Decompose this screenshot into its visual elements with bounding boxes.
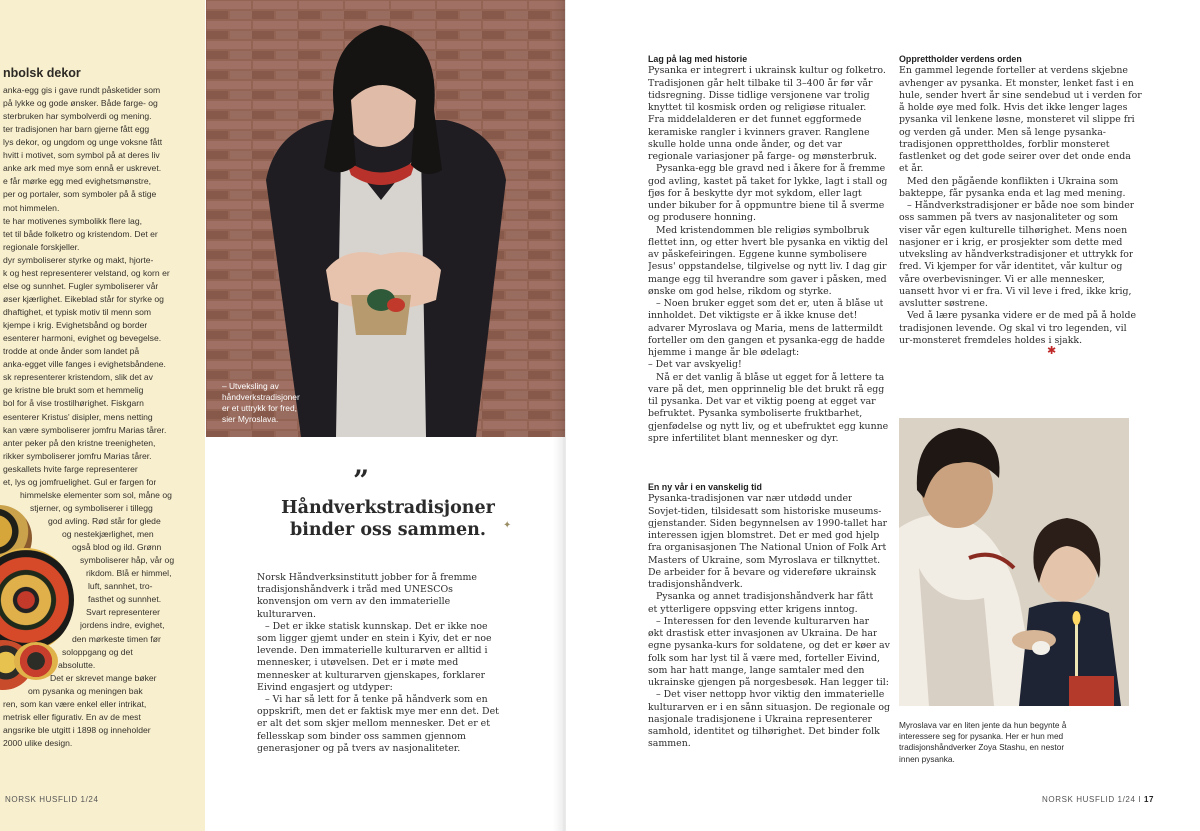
text-line: generasjoner og på tvers av nasjonaliteter. [257, 743, 461, 754]
text-line: tradisjonshåndverk. [648, 579, 743, 590]
caption-line: sier Myroslava. [222, 414, 279, 424]
text-line: god avling. Rød står for glede [48, 516, 161, 526]
text-line: økt drastisk etter invasjonen av Ukraina. De har [648, 628, 878, 639]
text-line: – Det viser nettopp hvor viktig den immaterielle [656, 689, 885, 700]
text-line: Nå er det vanlig å blåse ut egget for å lettere ta [656, 372, 885, 383]
text-line: samhold, identitet og tilhørighet. Det binder folk [648, 726, 880, 737]
text-line: til pysanka. Det var et viktig poeng at egget var [648, 396, 876, 407]
section-heading: Opprettholder verdens orden [899, 54, 1022, 64]
text-line: sk representerer kristendom, slik det av [3, 372, 153, 382]
text-line: og nestekjærlighet, men [62, 529, 154, 539]
text-line: Masters of Ukraine, som Myroslava er tilknyttet. [648, 555, 881, 566]
text-line: fasthet og sunnhet. [88, 594, 162, 604]
text-line: En gammel legende forteller at verdens skjebne [899, 65, 1128, 76]
text-line: gjenstander. Siden begynnelsen av 1990-tallet har [648, 518, 888, 529]
text-line: metrisk eller figurativ. En av de mest [3, 712, 141, 722]
text-line: et ytterligere oppsving etter krigens inntog. [648, 604, 858, 615]
text-line: ren, som kan være enkel eller intrikat, [3, 699, 147, 709]
text-line: ter tradisjonen har barn gjerne fått egg [3, 124, 150, 134]
text-line: ge kristne ble brukt som et hemmelig [3, 385, 144, 395]
text-line: konvensjon om vern av den immaterielle [257, 596, 451, 607]
text-line: else og sunnhet. Fugler symboliserer vår [3, 281, 159, 291]
text-line: dyr symboliserer styrke og makt, hjorte- [3, 255, 154, 265]
section-heading: Lag på lag med historie [648, 54, 748, 64]
text-line: befruktet. Pysanka symboliserte fruktbarhet, [648, 408, 863, 419]
text-line: bol for å vise trostilhørighet. Fiskgarn [3, 398, 144, 408]
footer-publication: NORSK HUSFLID 1/24 [1042, 795, 1136, 804]
sidebar-heading: nbolsk dekor [3, 66, 81, 80]
section-heading: En ny vår i en vanskelig tid [648, 482, 762, 492]
text-line: oss sammen på tvers av nasjonaliteter og som [899, 212, 1118, 223]
text-line: mange egg til hverandre som gaver i påsken, med [648, 274, 887, 285]
text-line: Jesus' oppstandelse, tilgivelse og nytt liv. I dag gir [648, 261, 887, 272]
text-line: forteller om den gangen et pysanka-egg de hadde [648, 335, 885, 346]
text-line: Det er skrevet mange bøker [50, 673, 157, 683]
text-line: anka-egg gis i gave rundt påsketider som [3, 85, 161, 95]
text-line: anter peker på den kristne treenigheten, [3, 438, 156, 448]
text-line: esenterer Kristus' disipler, mens netting [3, 412, 153, 422]
text-line: jordens indre, evighet, [80, 620, 165, 630]
text-line: mennesker at kulturarven gjenskapes, forklarer [257, 670, 486, 681]
decorative-leaf-icon: ✦ [503, 520, 512, 531]
right-page [566, 0, 1200, 831]
text-line: avslutter søstrene. [899, 298, 988, 309]
text-line: per og portaler, som symboler på å stige [3, 189, 157, 199]
caption-line: – Utveksling av [222, 381, 279, 391]
text-line: nasjonale tradisjonene i Ukraina representerer [648, 714, 873, 725]
photo-caption-main [222, 381, 334, 425]
text-line: 2000 ulike design. [3, 738, 73, 748]
text-line: bakteppe, får pysanka enda et lag med mening. [899, 188, 1126, 199]
text-line: fjøs for å beskytte dyr mot sykdom, eller lagt [648, 188, 862, 199]
text-line: nasjoner er i krig, er prosjekter som dette med [899, 237, 1123, 248]
photo-illustration [899, 418, 1129, 706]
text-line: soloppgang og det [62, 647, 133, 657]
text-line: tradisjonen levende. Og skal vi tro legenden, vil [899, 323, 1127, 334]
pysanka-egg-illustration [0, 548, 74, 652]
text-line: ur-monsteret fremdeles holdes i sjakk. [899, 335, 1083, 346]
text-line: kulturarven er i en sånn situasjon. De regionale og [648, 702, 891, 713]
text-line: sammen. [648, 738, 691, 749]
text-line: mot himmelen. [3, 203, 60, 213]
text-line: keramiske rangler i kvinners graver. Ranglene [648, 127, 870, 138]
text-line: trodde at onde ånder som landet på [3, 346, 140, 356]
text-line: Ved å lære pysanka videre er de med på å holde [907, 310, 1136, 321]
text-line: oppskrift, men det er faktisk mye mer enn det. Det [257, 706, 499, 717]
text-line: himmelske elementer som sol, måne og [20, 490, 172, 500]
text-line: luft, sannhet, tro- [88, 581, 153, 591]
text-line: også blod og ild. Grønn [72, 542, 162, 552]
text-line: skulle holde unna onde ånder, og det var [648, 139, 843, 150]
sidebar-symbolic-decor [0, 0, 205, 831]
text-line: – Interessen for den levende kulturarven har [656, 616, 870, 627]
text-line: hjemme i mange år ble ødelagt: [648, 347, 800, 358]
text-line: er alt det som skjer mellom mennesker. Det er et [257, 718, 490, 729]
footer-separator: I [1138, 795, 1142, 804]
text-line: Pysanka er integrert i ukrainsk kultur og folketro. [648, 65, 886, 76]
text-line: kan være symboliserer jomfru Marias tårer. [3, 425, 167, 435]
caption-line: Myroslava var en liten jente da hun begynte å [899, 720, 1067, 730]
photo-myroslava [206, 0, 565, 437]
left-page [0, 0, 566, 831]
text-line: advarer Myroslava og Maria, mens de lattermildt [648, 323, 883, 334]
text-line: Med den pågående konflikten i Ukraina som [907, 176, 1119, 187]
text-line: gjenfødelse og nytt liv, og et ubefruktet egg kunne [648, 421, 889, 432]
text-line: som ligger gjemt under en stein i Kyiv, det er noe [257, 633, 492, 644]
text-line: under bikuber for å oppmuntre biene til å sverme [648, 200, 885, 211]
text-line: kulturarven. [257, 609, 316, 620]
text-line: anke ark med mye som ennå er uskrevet. [3, 163, 162, 173]
text-line: tradisjonen opprettholdes, forblir monsteret [899, 139, 1110, 150]
text-line: – Håndverkstradisjoner er både noe som binder [907, 200, 1135, 211]
text-line: knyttet til kosmisk orden og religiøse ritualer. [648, 102, 867, 113]
text-line: k og hest representerer velstand, og korn er [3, 268, 170, 278]
caption-line: er et uttrykk for fred, [222, 403, 297, 413]
text-line: flettet inn, og etter hvert ble pysanka en viktig del [648, 237, 888, 248]
end-of-article-icon: ✱ [1047, 344, 1057, 357]
caption-line: innen pysanka. [899, 753, 955, 764]
text-line: mennesker, i utøvelsen. Det er i møte med [257, 657, 459, 668]
text-line: rikdom. Blå er himmel, [86, 568, 172, 578]
text-line: tet til både folketro og kristendom. Det er [3, 229, 158, 239]
text-line: et år. [899, 163, 924, 174]
text-line: – Det er ikke statisk kunnskap. Det er ikke noe [265, 621, 488, 632]
text-line: symboliserer håp, vår og [80, 555, 175, 565]
text-line: fra organisasjonen The National Union of Folk Art [648, 542, 887, 553]
text-line: fastlenket og det gode seirer over det onde enda [899, 151, 1131, 162]
text-line: ønske om god helse, rikdom og styrke. [648, 286, 832, 297]
text-line: De arbeider for å bevare og videreføre ukrainsk [648, 567, 877, 578]
text-line: kjempe i krig. Evighetsbånd og border [3, 320, 148, 330]
photo-illustration [206, 0, 565, 437]
text-line: Tradisjonen går helt tilbake til 3–400 år før vår [648, 78, 873, 89]
text-line: Med kristendommen ble religiøs symbolbruk [656, 225, 870, 236]
text-line: esenterer harmoni, evighet og bevegelse. [3, 333, 162, 343]
text-line: god avling, kastet på taket for lykke, lagt i stall og [648, 176, 888, 187]
text-line: rikker symboliserer jomfru Marias tårer. [3, 451, 152, 461]
text-line: regionale forskjeller. [3, 242, 80, 252]
caption-line: interessere seg for pysanka. Her er hun med [899, 731, 1064, 742]
pull-quote: Håndverkstradisjoner binder oss sammen. [281, 498, 495, 540]
page-footer-left: NORSK HUSFLID 1/24 [5, 795, 99, 804]
text-line: og verden gå under. Men så lenge pysanka- [899, 127, 1106, 138]
text-line: geskallets hvite farge representerer [3, 464, 138, 474]
quote-mark: ” [353, 464, 370, 497]
text-line: hvitt i motivet, som symbol på at deres liv [3, 150, 160, 160]
text-line: viser vår egen kulturelle tilhørighet. Mens noen [899, 225, 1128, 236]
text-line: å holde øye med folk. Hvis det ikke lenger lages [899, 102, 1128, 113]
text-line: te har motivenes symbolikk flere lag, [3, 216, 142, 226]
text-line: Pysanka-tradisjonen var nær utdødd under [648, 493, 853, 504]
text-line: – Vi har så lett for å tenke på håndverk som en [265, 694, 488, 705]
text-line: regionale variasjoner på farge- og mønsterbruk. [648, 151, 877, 162]
text-line: våre overbevisninger. Vi er alle mennesker, [899, 274, 1105, 285]
text-line: sterbruken har symbolverdi og mening. [3, 111, 152, 121]
text-line: innholdet. Det viktigste er å ikke knuse det! [648, 310, 858, 321]
text-line: ukrainske gjengen på norgesbesøk. Han legger til: [648, 677, 889, 688]
text-line: Pysanka og annet tradisjonshåndverk har fått [656, 591, 874, 602]
text-line: dhaftighet, et typisk motiv til menn som [3, 307, 152, 317]
text-line: interessen igjen blomstret. Det er med god hjelp [648, 530, 880, 541]
text-line: absolutte. [58, 660, 96, 670]
text-line: avhenger av pysanka. Et monster, lenket fast i en [899, 78, 1134, 89]
text-line: e får mørke egg med evighetsmønstre, [3, 176, 152, 186]
page-number: 17 [1143, 795, 1155, 804]
text-line: på lykke og gode ønsker. Både farge- og [3, 98, 158, 108]
text-line: pysanka vil lenkene løsne, monsteret vil slippe fri [899, 114, 1135, 125]
text-line: av påskefeiringen. Eggene kunne symbolisere [648, 249, 867, 260]
page-footer-right [1042, 795, 1154, 804]
text-line: som har hatt mange, lange samtaler med den [648, 665, 865, 676]
text-line: Sovjet-tiden, tilsidesatt som historiske museums- [648, 506, 882, 517]
text-line: Eivind engasjert og utdyper: [257, 682, 393, 693]
text-line: lys dekor, og ungdom og unge voksne fått [3, 137, 163, 147]
text-line: angsrike ble utgitt i 1898 og inneholder [3, 725, 151, 735]
text-line: – Det var avskyelig! [648, 359, 742, 370]
text-line: utveksling av håndverkstradisjoner et uttrykk for [899, 249, 1134, 260]
text-line: uansett hvor vi er fra. Vi vil leve i fred, ikke krig, [899, 286, 1132, 297]
text-line: spre infertilitet blant mennesker og dyr. [648, 433, 839, 444]
text-line: Fra middelalderen er det funnet eggformede [648, 114, 862, 125]
text-line: tidsregning. Disse tidlige versjonene var trolig [648, 90, 870, 101]
text-line: og produsere honning. [648, 212, 756, 223]
text-line: hule, sender hvert år sine sendebud ut i verden for [899, 90, 1142, 101]
text-line: levende. Den immaterielle kulturarven er alltid i [257, 645, 488, 656]
text-line: om pysanka og meningen bak [28, 686, 143, 696]
text-line: Pysanka-egg ble gravd ned i åkere for å fremme [656, 163, 886, 174]
text-line: folk som har lyst til å være med, forteller Eivind, [648, 653, 880, 664]
text-line: øser kjærlighet. Eikeblad står for styrke og [3, 294, 164, 304]
text-line: Norsk Håndverksinstitutt jobber for å fremme [257, 572, 477, 583]
text-line: den mørkeste timen før [72, 634, 161, 644]
text-line: Svart representerer [86, 607, 161, 617]
text-line: fellesskap som binder oss sammen gjennom [257, 731, 466, 742]
text-line: tradisjonshåndverk i tråd med UNESCOs [257, 584, 453, 595]
text-line: stjerner, og symboliserer i tillegg [30, 503, 153, 513]
caption-line: tradisjonshåndverker Zoya Stashu, en nestor [899, 742, 1065, 753]
text-line: – Noen bruker egget som det er, uten å blåse ut [656, 298, 884, 309]
photo-myroslava-child [899, 418, 1129, 706]
text-line: vare på det, men opprinnelig ble det brukt rå egg [648, 384, 885, 395]
text-line: et, lys og jomfruelighet. Gul er fargen for [3, 477, 157, 487]
text-line: anka-egget ville fanges i evighetsbåndene. [3, 359, 166, 369]
text-line: egne pysanka-kurs for soldatene, og det er køer av [648, 640, 890, 651]
photo-caption-second [899, 720, 1137, 765]
text-line: fred. Vi kjemper for vår identitet, vår kultur og [899, 261, 1123, 272]
caption-line: håndverkstradisjoner [222, 392, 300, 402]
